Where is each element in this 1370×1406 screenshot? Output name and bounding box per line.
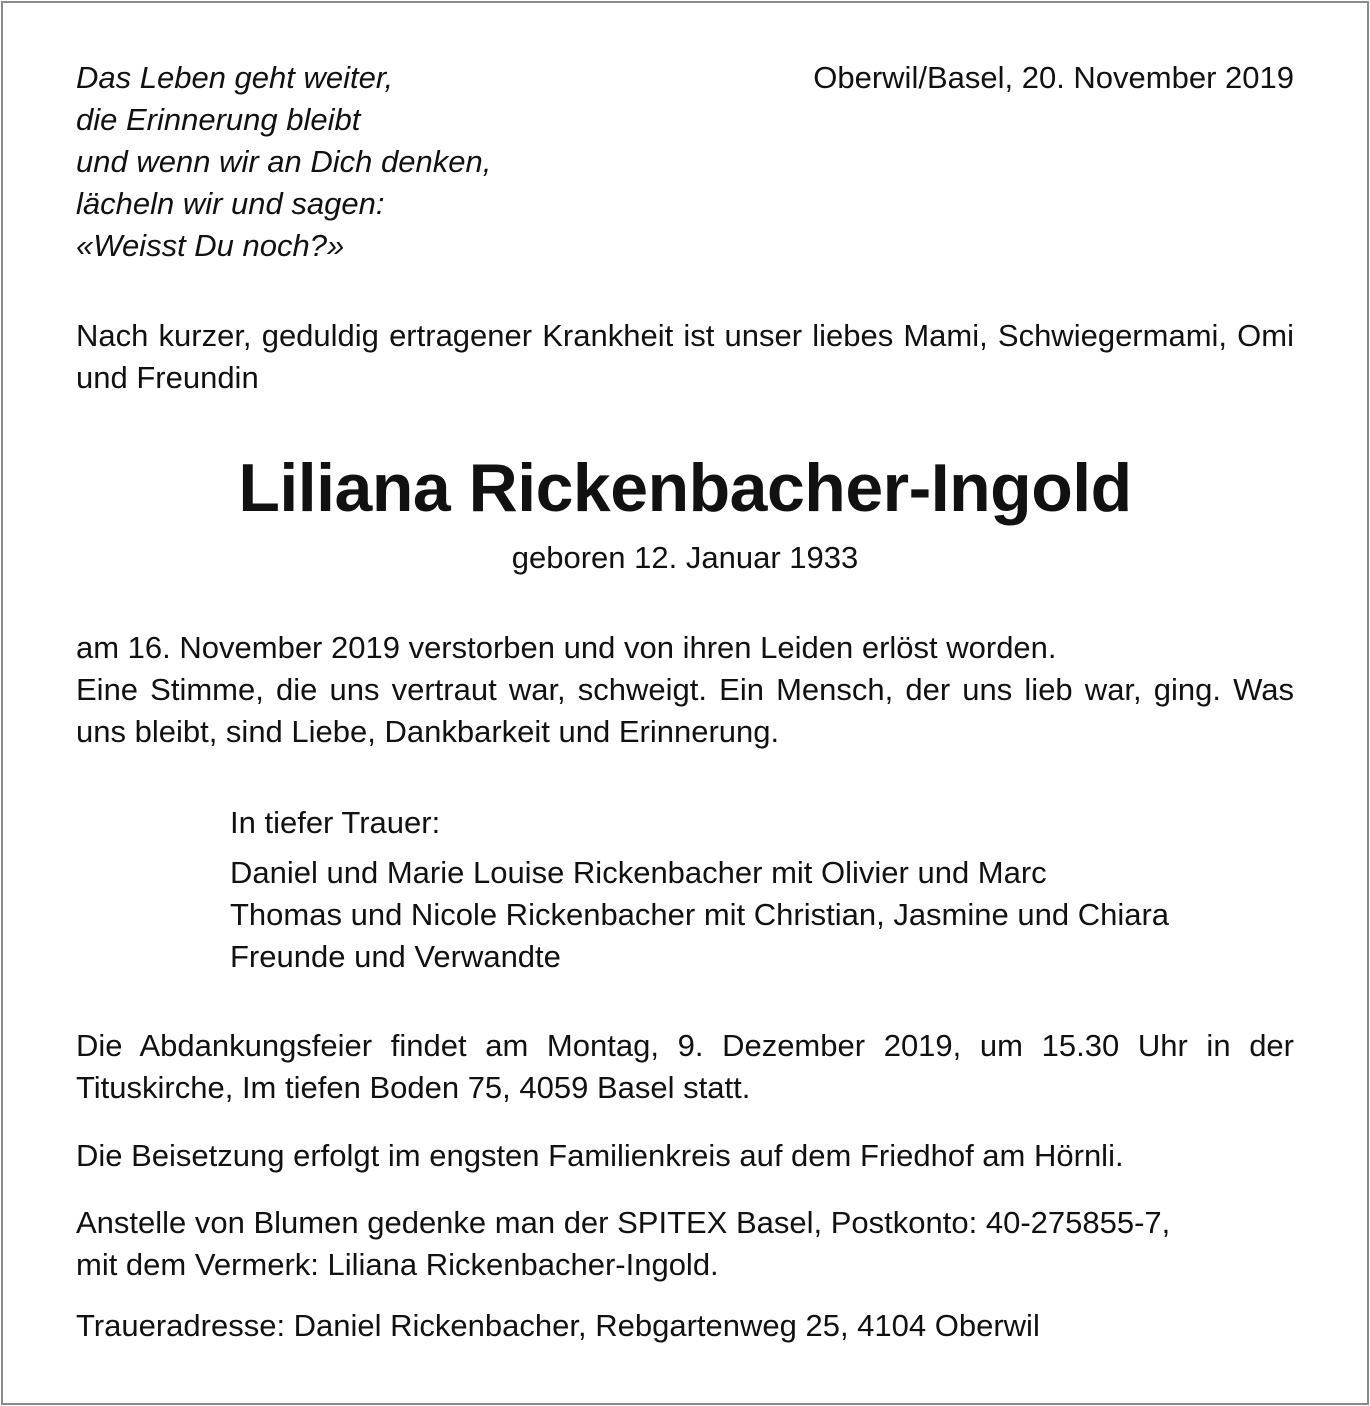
donation-line: Anstelle von Blumen gedenke man der SPITEX Basel, Postkonto: 40-275855-7,	[76, 1205, 1171, 1240]
mourner: Thomas und Nicole Rickenbacher mit Christian, Jasmine und Chiara	[230, 897, 1170, 932]
donation-line: mit dem Vermerk: Liliana Rickenbacher-Ingold.	[76, 1247, 719, 1282]
mourner: Daniel und Marie Louise Rickenbacher mit Olivier und Marc	[230, 855, 1047, 890]
poem-line: und wenn wir an Dich denken,	[76, 144, 492, 179]
place-date: Oberwil/Basel, 20. November 2019	[813, 60, 1294, 95]
mourner: Freunde und Verwandte	[230, 939, 561, 974]
donation-info	[76, 1202, 1170, 1286]
death-text	[76, 627, 1294, 753]
mourning-label: In tiefer Trauer:	[230, 805, 441, 840]
poem	[76, 57, 491, 267]
poem-line: Das Leben geht weiter,	[76, 60, 394, 95]
intro-text: Nach kurzer, geduldig ertragener Krankheit ist unser liebes Mami, Schwiegermami, Omi und Freundin	[76, 318, 1294, 395]
poem-line: lächeln wir und sagen:	[76, 186, 385, 221]
mourning-address: Traueradresse: Daniel Rickenbacher, Rebgartenweg 25, 4104 Oberwil	[76, 1308, 1040, 1343]
mourners-list	[230, 852, 1169, 978]
burial-info: Die Beisetzung erfolgt im engsten Familienkreis auf dem Friedhof am Hörnli.	[76, 1138, 1124, 1173]
deceased-name: Liliana Rickenbacher-Ingold	[238, 450, 1132, 526]
death-rest: Eine Stimme, die uns vertraut war, schweigt. Ein Mensch, der uns lieb war, ging. Was uns bleibt, sind Liebe, Dankbarkeit und Erinnerung.	[76, 672, 1294, 749]
ceremony-info: Die Abdankungsfeier findet am Montag, 9. Dezember 2019, um 15.30 Uhr in der Tituskirche, Im tiefen Boden 75, 4059 Basel statt.	[76, 1028, 1294, 1105]
poem-line: «Weisst Du noch?»	[76, 228, 345, 263]
poem-line: die Erinnerung bleibt	[76, 102, 361, 137]
death-line: am 16. November 2019 verstorben und von ihren Leiden erlöst worden.	[76, 630, 1057, 665]
birth-date: geboren 12. Januar 1933	[511, 540, 859, 575]
